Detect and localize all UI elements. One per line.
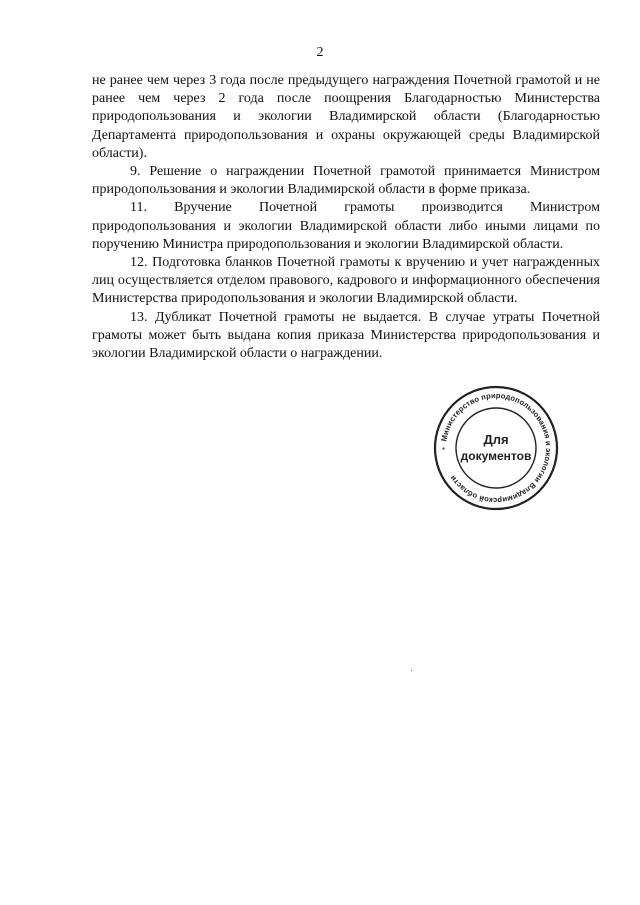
stamp-ring-text: Министерство природопользования и экологии Владимирской области <box>439 390 554 506</box>
stamp-seal <box>432 384 560 512</box>
scan-speck <box>411 670 412 671</box>
official-stamp <box>432 384 560 512</box>
page-number: 2 <box>316 45 324 60</box>
stamp-center-line-1: Для <box>483 432 509 447</box>
document-body <box>92 72 600 363</box>
paragraph-continuation: не ранее чем через 3 года после предыдущего награждения Почетной грамотой и не ранее чем через 2 года после поощрения Благодарностью Министерства природопользования и экологии Владимирской области (Благодарностью Департамента природопользования и охраны окружающей среды Владимирской области). <box>92 73 600 161</box>
stamp-star-left: * <box>442 446 446 455</box>
paragraph-item-11: 11. Вручение Почетной грамоты производится Министром природопользования и экологии Владимирской области либо иными лицами по поручению Министра природопользования и экологии Владимирской области. <box>92 200 600 252</box>
stamp-inner-ring <box>456 408 536 488</box>
stamp-outer-ring <box>435 387 557 509</box>
paragraph-item-9: 9. Решение о награждении Почетной грамотой принимается Министром природопользования и экологии Владимирской области в форме приказа. <box>92 164 600 198</box>
paragraph-item-12: 12. Подготовка бланков Почетной грамоты к вручению и учет награжденных лиц осуществляется отделом правового, кадрового и информационного обеспечения Министерства природопользования и экологии Владимирской области. <box>92 255 600 307</box>
paragraph-item-13: 13. Дубликат Почетной грамоты не выдается. В случае утраты Почетной грамоты может быть выдана копия приказа Министерства природопользования и экологии Владимирской области о награждении. <box>92 309 600 362</box>
stamp-center-line-2: документов <box>460 449 532 463</box>
